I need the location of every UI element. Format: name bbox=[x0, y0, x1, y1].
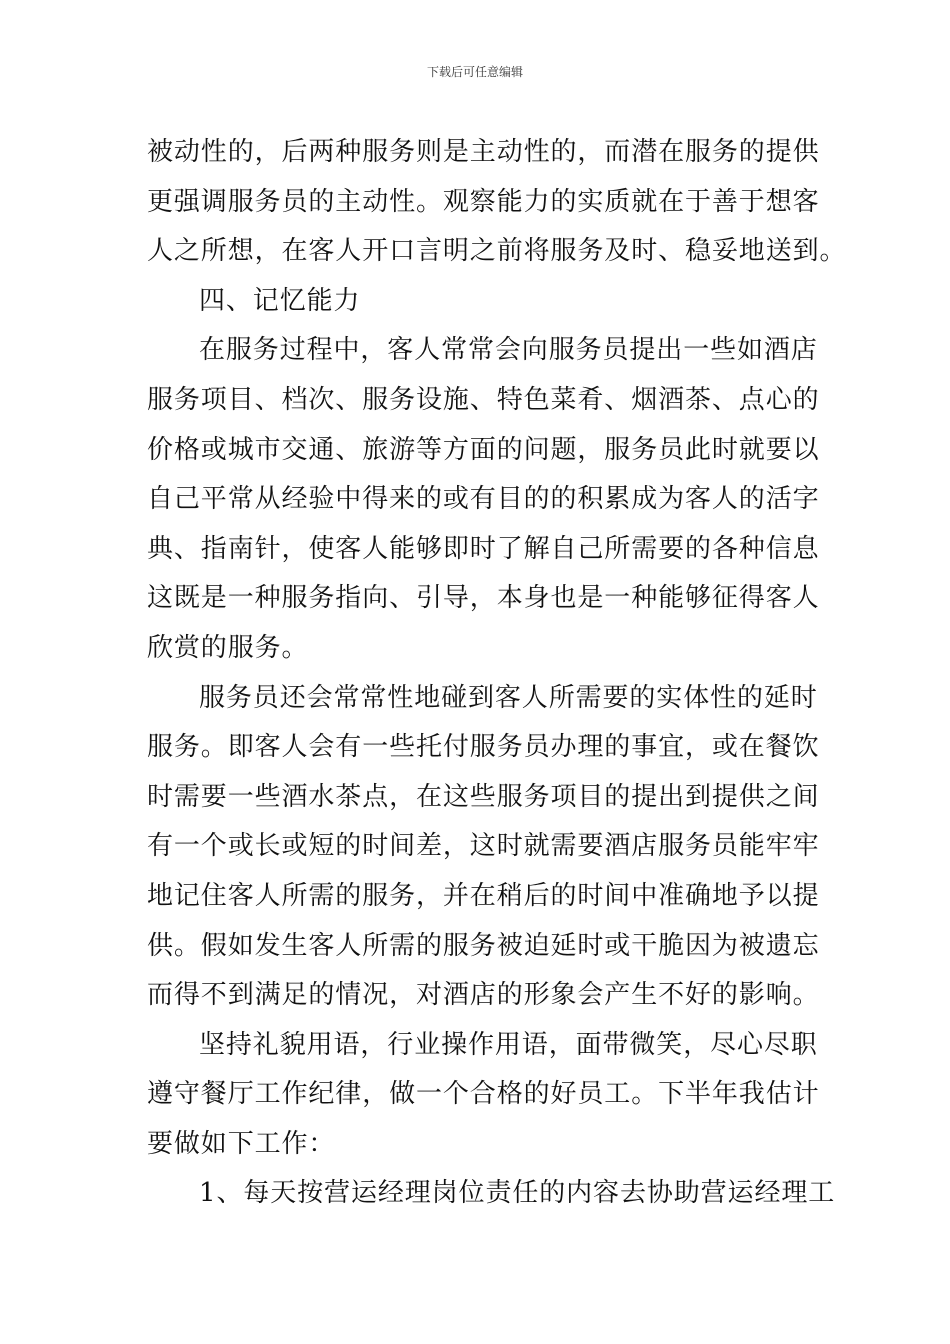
text-line: 典、指南针，使客人能够即时了解自己所需要的各种信息 bbox=[147, 533, 820, 564]
text-line: 自己平常从经验中得来的或有目的的积累成为客人的活字 bbox=[147, 484, 820, 515]
section-heading: 四、记忆能力 bbox=[199, 285, 361, 316]
text-line: 服务项目、档次、服务设施、特色菜肴、烟酒茶、点心的 bbox=[147, 384, 820, 415]
text-line: 供。假如发生客人所需的服务被迫延时或干脆因为被遗忘 bbox=[147, 930, 820, 961]
text-line: 有一个或长或短的时间差，这时就需要酒店服务员能牢牢 bbox=[147, 831, 820, 862]
page-header: 下载后可任意编辑 bbox=[426, 65, 523, 79]
text-line: 被动性的，后两种服务则是主动性的，而潜在服务的提供 bbox=[147, 137, 820, 167]
text-line: 服务。即客人会有一些托付服务员办理的事宜，或在餐饮 bbox=[147, 732, 820, 763]
text-line: 人之所想，在客人开口言明之前将服务及时、稳妥地送到。 bbox=[147, 236, 847, 267]
text-line: 更强调服务员的主动性。观察能力的实质就在于善于想客 bbox=[147, 186, 820, 217]
document-body bbox=[147, 128, 847, 1219]
text-line: 时需要一些酒水茶点，在这些服务项目的提出到提供之间 bbox=[147, 781, 820, 812]
text-line: 坚持礼貌用语，行业操作用语，面带微笑，尽心尽职 bbox=[199, 1029, 818, 1060]
text-line: 遵守餐厅工作纪律，做一个合格的好员工。下半年我估计 bbox=[147, 1079, 820, 1110]
text-line: 要做如下工作： bbox=[147, 1128, 336, 1159]
text-line: 服务员还会常常性地碰到客人所需要的实体性的延时 bbox=[199, 682, 818, 713]
text-line: 这既是一种服务指向、引导，本身也是一种能够征得客人 bbox=[147, 583, 820, 614]
text-line: 价格或城市交通、旅游等方面的问题，服务员此时就要以 bbox=[147, 434, 820, 465]
text-line: 在服务过程中，客人常常会向服务员提出一些如酒店 bbox=[199, 335, 818, 366]
text-line: 地记住客人所需的服务，并在稍后的时间中准确地予以提 bbox=[147, 880, 820, 911]
text-line: 欣赏的服务。 bbox=[147, 632, 309, 663]
list-item: 1、每天按营运经理岗位责任的内容去协助营运经理工 bbox=[199, 1178, 836, 1209]
text-line: 而得不到满足的情况，对酒店的形象会产生不好的影响。 bbox=[147, 980, 820, 1011]
